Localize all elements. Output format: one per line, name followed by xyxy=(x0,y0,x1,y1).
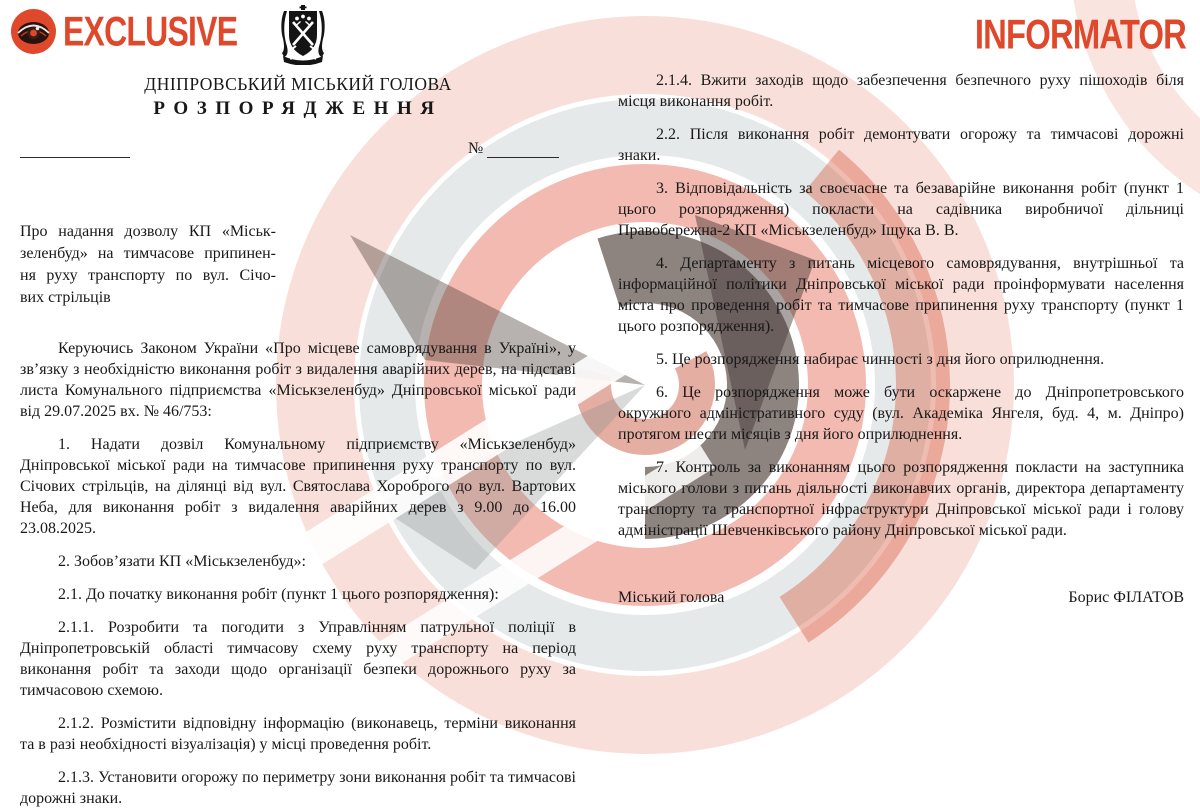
date-blank-line xyxy=(20,143,130,158)
signature-name: Борис ФІЛАТОВ xyxy=(1068,589,1184,606)
document-paragraph-2-1-2: 2.1.2. Розмістити відповідну інформацію (виконавець, терміни виконання та в разі необхідності візуалізація) у місці проведення робіт. xyxy=(20,715,576,753)
preamble-paragraph: Керуючись Законом України «Про місцеве самоврядування в Україні», у зв’язку з необхідністю виконання робіт з видалення аварійних дерев, на підставі листа Комунального підприємства «Міськзеленбуд» Дніпровської міської ради від 29.07.2025 вх. № 46/753: xyxy=(20,340,576,420)
number-sign: № xyxy=(468,140,484,157)
document-paragraph-2-2: 2.2. Після виконання робіт демонтувати огорожу та тимчасові дорожні знаки. xyxy=(618,126,1184,164)
document-paragraph-1: 1. Надати дозвіл Комунальному підприємству «Міськзеленбуд» Дніпровської міської ради на тимчасове припинення руху транспорту по вул. Січових стрільців, на ділянці від вул. Святослава Хороброго до вул. Вартових Неба, для виконання робіт з видалення аварійних дерев з 9.00 до 16.00 23.08.2025. xyxy=(20,436,576,537)
document-paragraph-2-1-1: 2.1.1. Розробити та погодити з Управлінням патрульної поліції в Дніпропетровській області тимчасову схему руху транспорту на період виконання робіт та заходи щодо організації безпеки дорожнього руху за тимчасовою схемою. xyxy=(20,619,576,699)
subject-line: зеленбуд» на тимчасове припинен- xyxy=(20,245,276,262)
informator-logo: INFORMATOR xyxy=(974,10,1186,58)
document-paragraph-2-1: 2.1. До початку виконання робіт (пункт 1 цього розпорядження): xyxy=(58,586,499,603)
number-blank-line xyxy=(487,142,559,158)
document-paragraph-2-1-4: 2.1.4. Вжити заходів щодо забезпечення безпечного руху пішоходів біля місця виконання робіт. xyxy=(618,72,1184,110)
exclusive-label: EXCLUSIVE xyxy=(63,7,238,55)
left-column xyxy=(20,338,576,809)
exclusive-badge xyxy=(10,8,286,55)
signature-row xyxy=(618,587,1184,608)
number-line xyxy=(468,140,559,158)
subject-line: Про надання дозволу КП «Міськ- xyxy=(20,223,276,240)
document-paragraph-4: 4. Департаменту з питань місцевого самоврядування, внутрішньої та інформаційної політики Дніпровської міської ради проінформувати населення міста про проведення робіт та тимчасове припинення руху транспорту (пункт 1 цього розпорядження). xyxy=(618,255,1184,335)
subject-line: ня руху транспорту по вул. Січо- xyxy=(20,267,276,284)
signature-position: Міський голова xyxy=(618,589,725,606)
exclusive-eye-icon xyxy=(10,8,57,55)
document-paragraph-7: 7. Контроль за виконанням цього розпорядження покласти на заступника міського голови з питань діяльності виконавчих органів, директора департаменту транспорту та транспортної інфраструктури Дніпровської міської ради і голову адміністрації Шевченківського району Дніпровської міської ради. xyxy=(618,459,1184,539)
document-authority: ДНІПРОВСЬКИЙ МІСЬКИЙ ГОЛОВА xyxy=(144,74,452,94)
document-title: РОЗПОРЯДЖЕННЯ xyxy=(153,98,443,119)
right-column xyxy=(618,70,1184,608)
subject-line: вих стрільців xyxy=(20,289,111,306)
document-header xyxy=(20,74,576,120)
document-paragraph-2-1-3: 2.1.3. Установити огорожу по периметру зони виконання робіт та тимчасові дорожні знаки. xyxy=(20,769,576,807)
dnipro-coat-of-arms-icon xyxy=(270,5,336,65)
document-paragraph-5: 5. Це розпорядження набирає чинності з дня його оприлюднення. xyxy=(656,351,1105,368)
document-paragraph-2: 2. Зобов’язати КП «Міськзеленбуд»: xyxy=(58,553,306,570)
document-paragraph-3: 3. Відповідальність за своєчасне та безаварійне виконання робіт (пункт 1 цього розпорядження) покласти на садівника виробничої дільниці Правобережна-2 КП «Міськзеленбуд» Іщука В. В. xyxy=(618,180,1184,239)
document-subject xyxy=(20,221,276,309)
document-paragraph-6: 6. Це розпорядження може бути оскаржене до Дніпропетровського окружного адміністративного суду (вул. Академіка Янгеля, буд. 4, м. Дніпро) протягом шести місяців з дня його оприлюднення. xyxy=(618,384,1184,443)
